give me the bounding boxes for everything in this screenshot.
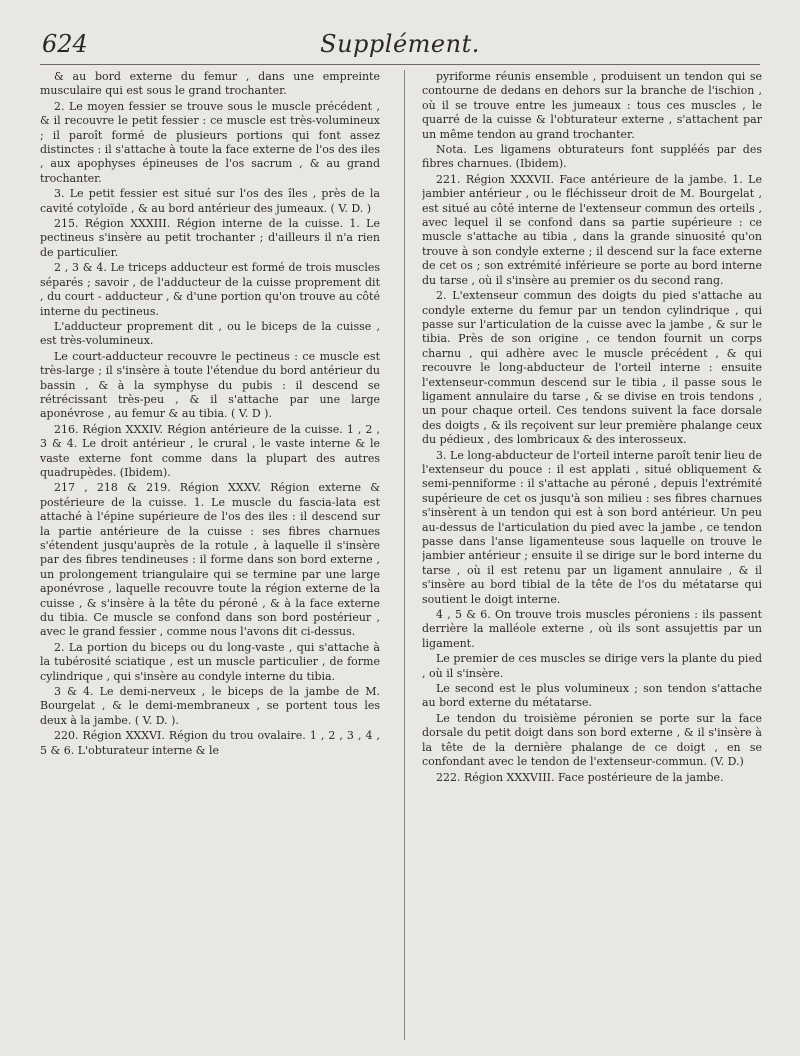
paragraph: 3. Le petit fessier est situé sur l'os des îles , près de la cavité cotyloïde , & au bord antérieur des jumeaux. ( V. D. ): [40, 187, 380, 215]
paragraph: 2. La portion du biceps ou du long-vaste , qui s'attache à la tubérosité sciatique , est un muscle particulier , de forme cylindrique , qui s'insère au condyle interne du tibia.: [40, 640, 380, 683]
paragraph: 3. Le long-abducteur de l'orteil interne paroît tenir lieu de l'extenseur du pouce : il est applati , situé obliquement & semi-penniforme : il s'attache au péroné , depuis l'extrémité supérieure de cet os jusqu'à son milieu : ses fibres charnues s'insèrent à un tendon qui est à son bord antérieur. Un peu au-dessus de l'articulation du pied avec la jambe , ce tendon passe dans l'anse ligamenteuse sous laquelle on trouve le jambier antérieur ; ensuite il se dirige sur le bord interne du tarse , où il est retenu par un ligament annulaire , & il s'insère au bord tibial de la tête de l'os du métatarse qui soutient le doigt interne.: [422, 448, 762, 606]
paragraph: 222. Région XXXVIII. Face postérieure de la jambe.: [436, 770, 724, 784]
paragraph: 221. Région XXXVII. Face antérieure de la jambe. 1. Le jambier antérieur , ou le fléchisseur droit de M. Bourgelat , est situé au côté interne de l'extenseur commun des orteils , avec lequel il se confond dans sa partie supérieure : ce muscle s'attache au tibia , dans la grande sinuosité qu'on trouve à son condyle externe ; il descend sur la face externe de cet os ; son extrémité inférieure se porte au bord interne du tarse , où il s'insère au premier os du second rang.: [422, 172, 762, 287]
paragraph: 2. L'extenseur commun des doigts du pied s'attache au condyle externe du femur par un tendon cylindrique , qui passe sur l'articulation de la cuisse avec la jambe , & sur le tibia. Près de son origine , ce tendon fournit un corps charnu , qui adhère avec le muscle précédent , & qui recouvre le long-abducteur de l'orteil interne : ensuite l'extenseur-commun descend sur le tibia , il passe sous le ligament annulaire du tarse , & se divise en trois tendons , un pour chaque orteil. Ces tendons suivent la face dorsale des doigts , & ils reçoivent sur leur première phalange ceux du pédieux , des lombricaux & des interosseux.: [422, 289, 762, 447]
paragraph: 217 , 218 & 219. Région XXXV. Région externe & postérieure de la cuisse. 1. Le muscle du fascia-lata est attaché à l'épine supérieure de l'os des iles : il descend sur la partie antérieure de la cuisse : ses fibres charnues s'étendent jusqu'auprès de la rotule , à laquelle il s'insère par des fibres tendineuses : il forme dans son bord externe , un prolongement triangulaire qui se termine par une large aponévrose , laquelle recouvre toute la région externe de la cuisse , & s'insère à la tête du péroné , & à la face externe du tibia. Ce muscle se confond dans son bord postérieur , avec le grand fessier , comme nous l'avons dit ci-dessus.: [40, 481, 380, 639]
page-number: 624: [42, 30, 88, 58]
paragraph: pyriforme réunis ensemble , produisent un tendon qui se contourne de dedans en dehors sur la branche de l'ischion , où il se trouve entre les jumeaux : tous ces muscles , le quarré de la cuisse & l'obturateur externe , s'attachent par un même tendon au grand trochanter.: [422, 70, 762, 141]
left-column: [40, 70, 380, 1040]
paragraph: Le second est le plus volumineux ; son tendon s'attache au bord externe du métatarse.: [422, 682, 762, 710]
paragraph: 4 , 5 & 6. On trouve trois muscles péroniens : ils passent derrière la malléole externe , où ils sont assujettis par un ligament.: [422, 608, 762, 650]
paragraph: 215. Région XXXIII. Région interne de la cuisse. 1. Le pectineus s'insère au petit trochanter ; d'ailleurs il n'a rien de particulier.: [40, 217, 380, 259]
paragraph: L'adducteur proprement dit , ou le biceps de la cuisse , est très-volumineux.: [40, 319, 380, 348]
paragraph: 2 , 3 & 4. Le triceps adducteur est formé de trois muscles séparés ; savoir , de l'adducteur de la cuisse proprement dit , du court - adducteur , & d'une portion qu'on trouve au côté interne du pectineus.: [40, 261, 380, 318]
paragraph: 216. Région XXXIV. Région antérieure de la cuisse. 1 , 2 , 3 & 4. Le droit antérieur , le crural , le vaste interne & le vaste externe font comme dans la plupart des autres quadrupèdes. (Ibidem).: [40, 422, 380, 479]
paragraph: 2. Le moyen fessier se trouve sous le muscle précédent , & il recouvre le petit fessier : ce muscle est très-volumineux ; il paroît formé de plusieurs portions qui font assez distinctes : il s'attache à toute la face externe de l'os des iles , aux apophyses épineuses de l'os sacrum , & au grand trochanter.: [40, 99, 380, 185]
header-rule: [40, 64, 760, 65]
right-column: [422, 70, 762, 1040]
paragraph: 220. Région XXXVI. Région du trou ovalaire. 1 , 2 , 3 , 4 , 5 & 6. L'obturateur interne & le: [40, 729, 380, 757]
paragraph: 3 & 4. Le demi-nerveux , le biceps de la jambe de M. Bourgelat , & le demi-membraneux , se portent tous les deux à la jambe. ( V. D. ).: [40, 685, 380, 727]
paragraph: & au bord externe du femur , dans une empreinte musculaire qui est sous le grand trochanter.: [40, 70, 380, 98]
running-title: Supplément.: [320, 30, 480, 58]
paragraph: Le premier de ces muscles se dirige vers la plante du pied , où il s'insère.: [422, 652, 762, 680]
paragraph: Le tendon du troisième péronien se porte sur la face dorsale du petit doigt dans son bord externe , & il s'insère à la tête de la dernière phalange de ce doigt , en se confondant avec le tendon de l'extenseur-commun. (V. D.): [422, 711, 762, 769]
paragraph: Nota. Les ligamens obturateurs font suppléés par des fibres charnues. (Ibidem).: [422, 143, 762, 171]
column-divider: [404, 70, 405, 1040]
paragraph: Le court-adducteur recouvre le pectineus : ce muscle est très-large ; il s'insère à toute l'étendue du bord antérieur du bassin , & à la symphyse du pubis : il descend se rétrécissant très-peu , & il s'attache par une large aponévrose , au femur & au tibia. ( V. D ).: [40, 349, 380, 421]
